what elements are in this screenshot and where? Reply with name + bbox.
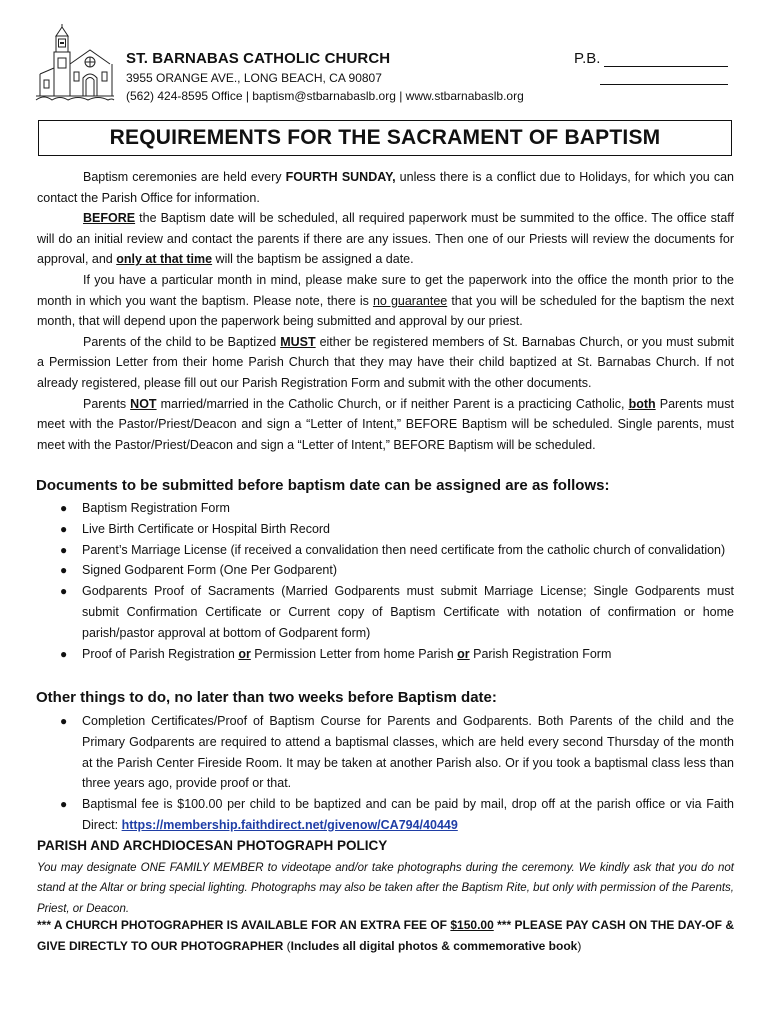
intro-paragraphs xyxy=(37,167,734,455)
photo-policy-text: You may designate ONE FAMILY MEMBER to videotape and/or take photographs during the ceremony. We kindly ask that you do not stand at the Altar or bring special lighting. Photographs may also be taken after the Baptism Rite, but only with permission of the Parents, Priest, or Deacon. xyxy=(37,862,734,915)
pb-label: P.B. xyxy=(574,50,601,67)
list-item: ● Parent’s Marriage License (if received a convalidation then need certificate from the catholic church of convalidation) xyxy=(0,540,734,561)
document-title-box xyxy=(38,120,732,156)
list-item: ● Godparents Proof of Sacraments (Married Godparents must submit Marriage License; Single Godparents must submit Confirmation Certificate or Current copy of Baptism Certificate with notation of confirmation or home parish/pastor approval at bottom of Godparent form) xyxy=(0,581,734,643)
bullet-icon: ● xyxy=(60,797,68,812)
bullet-icon: ● xyxy=(60,584,68,599)
list-item: ● Baptismal fee is $100.00 per child to be baptized and can be paid by mail, drop off at the parish office or via Faith Direct: https://membership.faithdirect.net/givenow/CA794/40449 xyxy=(0,794,734,836)
document-title: REQUIREMENTS FOR THE SACRAMENT OF BAPTISM xyxy=(109,126,661,149)
faith-direct-link[interactable]: https://membership.faithdirect.net/givenow/CA794/40449 xyxy=(121,817,458,832)
list-item: ● Live Birth Certificate or Hospital Birth Record xyxy=(0,519,734,540)
list-item: ● Proof of Parish Registration or Permission Letter from home Parish or Parish Registration Form xyxy=(0,644,734,665)
church-name: ST. BARNABAS CATHOLIC CHURCH xyxy=(126,50,391,67)
list-item: ● Signed Godparent Form (One Per Godparent) xyxy=(0,560,734,581)
paragraph-letter-of-intent: Parents NOT married/married in the Catholic Church, or if neither Parent is a practicing Catholic, both Parents must meet with the Pastor/Priest/Deacon and sign a “Letter of Intent,” BEFORE Baptism will be scheduled. Single parents, must meet with the Pastor/Priest/Deacon and sign a “Letter of Intent,” BEFORE Baptism will be scheduled. xyxy=(37,396,734,452)
documents-heading: Documents to be submitted before baptism date can be assigned are as follows: xyxy=(36,477,610,494)
other-things-list xyxy=(0,711,734,836)
photo-policy-heading: PARISH AND ARCHDIOCESAN PHOTOGRAPH POLICY xyxy=(37,838,388,853)
other-things-heading: Other things to do, no later than two weeks before Baptism date: xyxy=(36,689,497,706)
bullet-icon: ● xyxy=(60,501,68,515)
bullet-icon: ● xyxy=(60,542,68,557)
paragraph-registration: Parents of the child to be Baptized MUST either be registered members of St. Barnabas Church, or you must submit a Permission Letter from their home Parish Church that they may have their child baptized at St. Barnabas Church. If not already registered, please fill out our Parish Registration Form and submit with the other documents. xyxy=(37,334,735,390)
paragraph-paperwork: BEFORE the Baptism date will be scheduled, all required paperwork must be summited to the office. The office staff will do an initial review and contact the parents if there are any issues. Then one of our Priests will review the documents for approval, and only at that time will the baptism be assigned a date. xyxy=(37,211,734,267)
church-address: 3955 ORANGE AVE., LONG BEACH, CA 90807 xyxy=(126,71,382,85)
paragraph-month: If you have a particular month in mind, please make sure to get the paperwork into the office the month prior to the month in which you want the baptism. Please note, there is no guarantee that you will be scheduled for the baptism the next month, that will depend upon the paperwork being submitted and approval by our priest. xyxy=(37,272,734,329)
list-item: ● Baptism Registration Form xyxy=(0,498,734,519)
bullet-icon: ● xyxy=(60,714,68,728)
bullet-icon: ● xyxy=(60,521,68,536)
photographer-note: *** A CHURCH PHOTOGRAPHER IS AVAILABLE FOR AN EXTRA FEE OF $150.00 *** PLEASE PAY CASH ON THE DAY-OF & GIVE DIRECTLY TO OUR PHOTOGRAPHER (Includes all digital photos & commemorative book) xyxy=(37,918,734,953)
church-contact-line: (562) 424-8595 Office | baptism@stbarnabaslb.org | www.stbarnabaslb.org xyxy=(126,89,524,103)
bullet-icon: ● xyxy=(60,646,68,661)
bullet-icon: ● xyxy=(60,563,68,578)
list-item: ● Completion Certificates/Proof of Baptism Course for Parents and Godparents. Both Parents of the child and the Primary Godparents are required to attend a baptismal classes, which are held every second Thursday of the month at the Parish Center Fireside Room. It may be taken at another Parish also. Or if you took a baptismal class less than three years ago, provide proof or that. xyxy=(0,711,734,794)
paragraph-schedule: Baptism ceremonies are held every FOURTH SUNDAY, unless there is a conflict due to Holidays, for which you can contact the Parish Office for information. xyxy=(37,170,734,205)
pb-blank-line-2 xyxy=(600,84,728,85)
pb-blank-line-1 xyxy=(604,66,728,67)
documents-list xyxy=(0,498,734,664)
church-logo-icon xyxy=(34,24,116,104)
